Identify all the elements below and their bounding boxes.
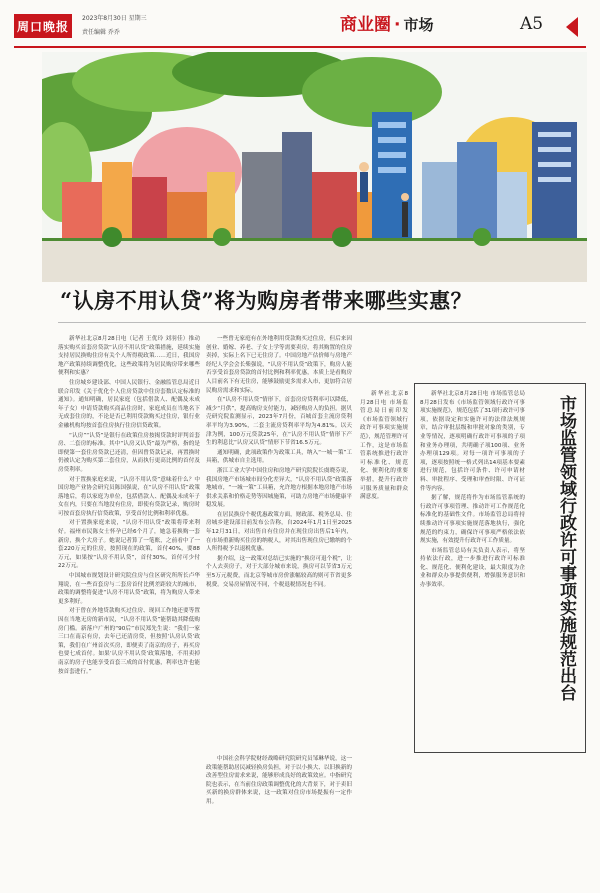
article-column-3 xyxy=(206,755,352,870)
cityscape-illustration xyxy=(42,52,587,282)
page-arrow-icon xyxy=(566,17,578,37)
paragraph: 对于置换家庭来说，“认房不用认贷”意味着什么？中国房地产业协会研究员陈国强说，在“认房不用认贷”政策落地后，将以家庭为单位，包括借款人、配偶及未成年子女在内，只要在当地没有住房，即使有贷款记录，购房时可按首套房执行信贷政策，享受首付比例和利率优惠。 xyxy=(58,476,200,517)
paragraph: 新华社北京8月28日电 市场监管总局8月28日发布《市场监管领域行政许可事项实施规范》，规范包括了31项行政许可事项，依据设定和实施许可的法律法规规章，结合审批层级和审批对象的类别，专业等情况，逐项明确行政许可事项的子项和业务办理项，共明确子项100项、业务办理项129项。对每一项许可事项的子项，逐项按照统一格式列出14项基本要素进行规范，包括许可条件、许可申请材料、审批程序、受理和审查时限、许可证件等内容。 xyxy=(420,391,525,492)
sidebar-title: 市场监管领域行政许可事项实施规范出台 xyxy=(556,395,576,701)
paragraph: 对于置换家庭来说，“认房不用认贷”政策将带来利好。福州市民陈女士怀孕已经6个月了，她急着换购一套新房，换个大房子。她说记者算了一笔账，之前看中了一套220万元的住房，按照现在的政策，首付40%，要88万元，如果按“认房不用认贷”，首付30%，首付可少付22万元。 xyxy=(58,520,200,570)
paragraph: 据介绍，这一政策对总结已实施的“换房可退个税”，让个人去卖房子，对于大部分城市来说，换房可以节省3万元至5万元税费，而北京等城市房价涨幅较高的则可节省更多税费。交易房屋情况不同，个税退税情况也不同。 xyxy=(206,555,352,588)
paragraph: 中国社会科学院财经战略研究院研究员邹琳华说，这一政策能帮助居民减轻换房负担，对于以小换大、以旧换新的改善型住房需求来说，能够形成良好的政策效应。中指研究院也表示，在当前住房政策调整优化的大背景下，对于卖旧买新的换房群体来说，这一政策对住房市场提振有一定作用。 xyxy=(206,756,352,805)
paragraph: 市场监管总局有关负责人表示，将坚持依法行政，进一步推进行政许可标准化、规范化、便利化建设，最大限度为企业和群众办事提供便利，增强服务意识和办事效率。 xyxy=(420,547,525,589)
section-title: 商业圈 xyxy=(340,15,391,35)
section-separator: · xyxy=(394,15,401,35)
dateline: 2023年8月30日 星期三 xyxy=(82,15,147,22)
section-subtitle: 市场 xyxy=(403,16,434,34)
header-rule xyxy=(14,46,586,48)
paragraph: 中国城市规划设计研究院住房与住区研究所所长卢华翔说，在一些首套房与二套房首付比例差距较大的城市，政策的调整将促进“认房不用认贷”政策，将为购房人带来更多利好。 xyxy=(58,573,200,605)
sidebar-text xyxy=(420,390,525,750)
masthead-logo: 周口晚报 xyxy=(14,14,72,38)
paragraph: 在居民换房个税优惠政策方面，财政部、税务总局、住房城乡建设部日前发布公告称，自2024年1月1日至2025年12月31日，对出售自有住房并在现住房出售后1年内，在市场重新购买住房的纳税人，对其出售现住房已缴纳的个人所得税予以退税优惠。 xyxy=(206,511,352,553)
paragraph: 浙江工业大学中国住房和房地产研究院院长虞晓芬说，我国房地产市场城市间分化差异大，“认房不用认贷”政策落地城市，“一城一策”工具箱，允许地方根据本地房地产市场供求关系和价格走势等因城施策，可助力房地产市场健康平稳发展。 xyxy=(206,467,352,509)
paragraph: 住房城乡建设部、中国人民银行、金融监管总局近日联合印发《关于优化个人住房贷款中住房套数认定标准的通知》。通知明确，居民家庭（包括借款人、配偶及未成年子女）申请贷款购买商品住房时，家庭成员在当地名下无成套住房的，不论是否已利用贷款购买过住房，银行业金融机构均按首套住房执行住房信贷政策。 xyxy=(58,379,200,429)
editor-credit: 责任编辑 乔乔 xyxy=(82,29,120,36)
paragraph: 新华社北京8月28日电 市场监管总局日前印发《市场监管领域行政许可事项实施规范》，规范管理许可工作，这是市场监管系统推进行政许可标准化、规范化、便利化的重要举措，提升行政许可服务质量和群众满意度。 xyxy=(360,391,408,501)
paragraph: 一些曾无家庭有在外地利用贷款购买过住房，但后来因创业、婚嫁、养老、子女上学等需要卖房，将其购置的住房卖掉，实际上名下已无住房了。中国房地产估价师与房地产经纪人学会会长柴强说，“认房不用认贷”政策下，购房人能否享受首套房贷款的首付比例和利率优惠，本质上是看购房人目前名下有无住房，能够鼓励更多需求入市，更加符合居民购房需求和实际。 xyxy=(206,336,352,394)
section-heading xyxy=(340,10,433,35)
headline: “认房不用认贷”将为购房者带来哪些实惠？ xyxy=(60,288,473,313)
article-column-1 xyxy=(58,335,200,870)
paragraph: “认房”“认贷”是银行在政策住房按揭贷款时评判首套房、二套房的标准。其中“认房又认贷”最为严格，指的是即便第一套住房贷款已还清，但因曾贷款记录，再置换时仍被认定为购买第二套住房，从而执行更高比例的首付及房贷利率。 xyxy=(58,432,200,473)
paragraph: 对于曾在外地贷款购买过住房、现回工作地还要等置因在当地无房的新市民，“认房不用认贷”能帮助其降低购房门槛。新落户广州的“90后”市民郑先生说：“我们一家三口在南京有房，去年已还清房贷，但按照‘认房认贷’政策，我们在广州首次买房，即便卖了南京的房子，再买房也要七成首付。如果‘认房不用认贷’政策落地，不用卖掉南京的房子也能享受首套三成的首付优惠，利率也许也能按首套进行。” xyxy=(58,608,200,675)
paragraph: 新华社北京8月28日电（记者 王优玲 刘羽佳）推动落实购买首套房贷款“认房不用认贷”政策措施，延续实施支持居民换购住房有关个人所得税政策……近日，我国房地产政策持续调整优化，这些政策将为居民购房带来哪些便利和实惠？ xyxy=(58,336,200,377)
paragraph: 据了解，规范将作为市场监管系统的行政许可事项管理、推动许可工作规范化标准化的基础性文件。市场监管总局将持续推动许可事项实施规范落地执行，强化规范的约束力，确保许可事项严格依法依规实施，有效提升行政许可工作质量。 xyxy=(420,495,525,545)
headline-rule xyxy=(58,322,586,323)
paragraph: 在“认房不用认贷”情形下，首套房房贷利率可以降低，减少“月供”，提高购房支付能力，减轻购房人的负担。据贝壳研究院监测显示，2023年7月份，百城首套主流房贷利率平均为3.90%，二套主流房贷利率平均为4.81%。以天津为例，100万元贷款25年，在“认房不用认贷”情形下产生的利息比“认房又认贷”情形下节省16.5万元。 xyxy=(206,397,352,447)
article-column-2 xyxy=(206,335,352,755)
paragraph: 通知明确，此项政策作为政策工具，纳入“一城一策”工具箱，供城市自主选用。 xyxy=(206,449,352,465)
page-number: A5 xyxy=(520,14,544,34)
article-column-4 xyxy=(360,390,408,870)
